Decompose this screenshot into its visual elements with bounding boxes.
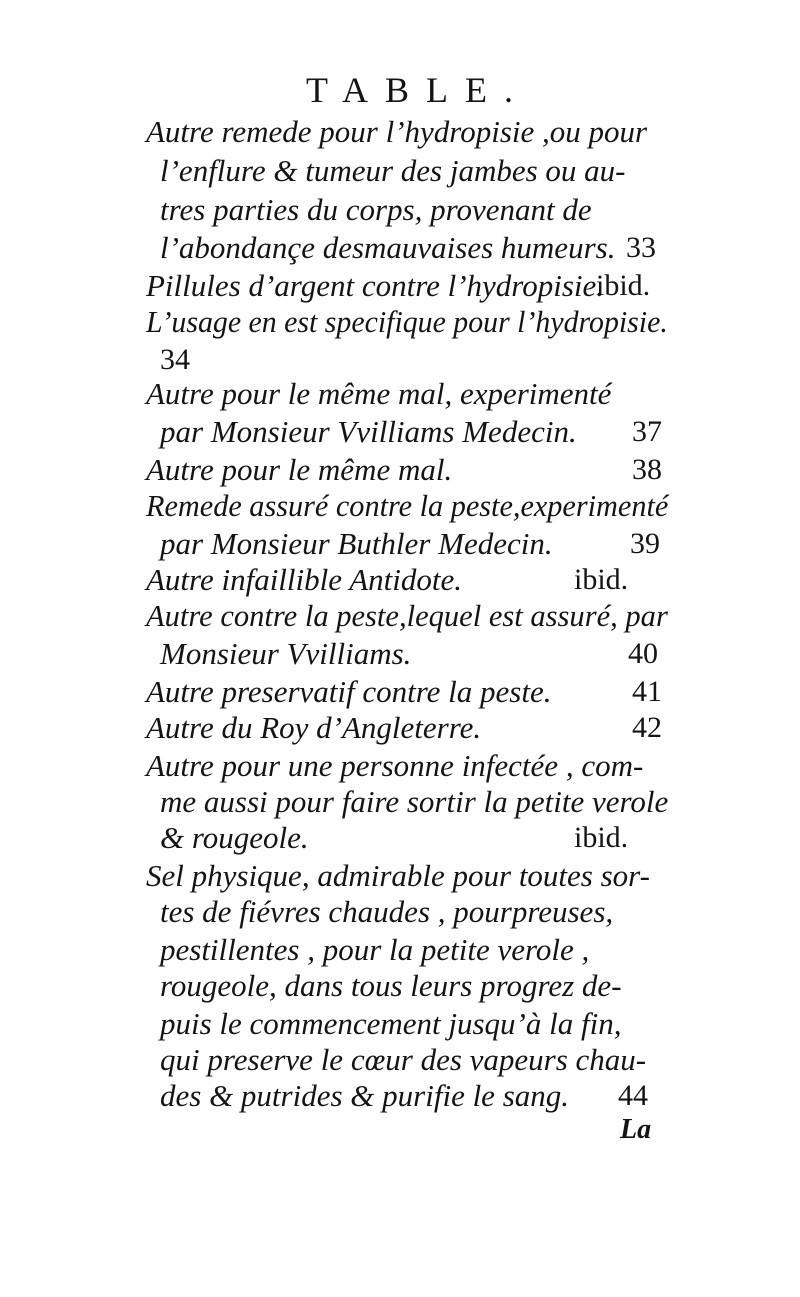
entry-text: Autre du Roy d’Angleterre. <box>146 710 482 745</box>
entry-text: puis le commencement jusqu’à la fin, <box>160 1006 622 1041</box>
entry-text: Autre contre la peste,lequel est assuré, par <box>146 598 668 633</box>
entry-text: Pillules d’argent contre l’hydropisie. <box>146 268 605 303</box>
entry-page: 34 <box>160 343 190 376</box>
entry-line <box>0 856 650 896</box>
entry-line <box>0 708 662 748</box>
entry-line <box>0 782 669 822</box>
entry-page: 39 <box>630 527 660 560</box>
catchword: La <box>620 1114 652 1145</box>
entry-page: ibid. <box>596 269 651 302</box>
entry-line <box>0 596 668 636</box>
entry-text: qui preserve le cœur des vapeurs chau- <box>160 1042 647 1077</box>
entry-line <box>0 190 592 230</box>
entry-line <box>0 818 629 858</box>
entry-line <box>0 266 651 306</box>
entry-text: l’abondançe desmauvaises humeurs. <box>160 230 616 265</box>
entry-text: Autre pour le même mal, experimenté <box>146 376 612 411</box>
entry-text: Autre remede pour l’hydropisie ,ou pour <box>146 114 648 149</box>
entry-text: L’usage en est specifique pour l’hydropisie. <box>146 304 668 339</box>
entry-text: tes de fiévres chaudes , pourpreuses, <box>160 894 614 929</box>
entry-text: Autre preservatif contre la peste. <box>146 674 552 709</box>
entry-text: tres parties du corps, provenant de <box>160 192 592 227</box>
entry-line <box>0 112 648 152</box>
entry-page: ibid. <box>574 563 629 596</box>
entry-page: 44 <box>618 1079 648 1112</box>
entry-line <box>0 228 656 268</box>
entry-page: 37 <box>632 415 662 448</box>
entry-line <box>0 151 626 191</box>
entry-line <box>0 672 662 712</box>
entry-line <box>0 450 662 490</box>
entry-line <box>0 930 590 970</box>
entry-line <box>0 412 662 452</box>
entry-text: Sel physique, admirable pour toutes sor- <box>146 858 650 893</box>
entry-text: par Monsieur Buthler Medecin. <box>160 526 553 561</box>
entry-line <box>0 1004 622 1044</box>
entry-page: 42 <box>632 711 662 744</box>
entry-text: pestillentes , pour la petite verole , <box>160 932 590 967</box>
page-heading: TABLE. <box>305 70 531 110</box>
entry-line <box>0 634 658 674</box>
entry-text: l’enflure & tumeur des jambes ou au- <box>160 153 626 188</box>
entry-line <box>0 966 622 1006</box>
entry-line <box>0 1040 647 1080</box>
entry-line <box>0 486 669 526</box>
entry-text: des & putrides & purifie le sang. <box>160 1078 570 1113</box>
entry-line <box>0 302 668 342</box>
entry-text: Monsieur Vvilliams. <box>160 636 412 671</box>
entry-text: Remede assuré contre la peste,experimenté <box>146 488 669 523</box>
entry-line <box>0 1076 648 1116</box>
entry-line <box>0 560 629 600</box>
entry-line <box>0 524 660 564</box>
entry-text: rougeole, dans tous leurs progrez de- <box>160 968 622 1003</box>
entry-text: & rougeole. <box>160 820 309 855</box>
entry-page: ibid. <box>574 821 629 854</box>
entry-page: 40 <box>628 637 658 670</box>
entry-line <box>0 746 644 786</box>
entry-page: 33 <box>626 231 656 264</box>
entry-text: Autre pour le même mal. <box>146 452 453 487</box>
entry-page: 41 <box>632 675 662 708</box>
entry-text: me aussi pour faire sortir la petite verole <box>160 784 669 819</box>
entry-line <box>0 892 614 932</box>
entry-page: 38 <box>632 453 662 486</box>
entry-line <box>0 374 612 414</box>
entry-text: Autre infaillible Antidote. <box>146 562 462 597</box>
entry-text: par Monsieur Vvilliams Medecin. <box>160 414 577 449</box>
entry-text: Autre pour une personne infectée , com- <box>146 748 644 783</box>
